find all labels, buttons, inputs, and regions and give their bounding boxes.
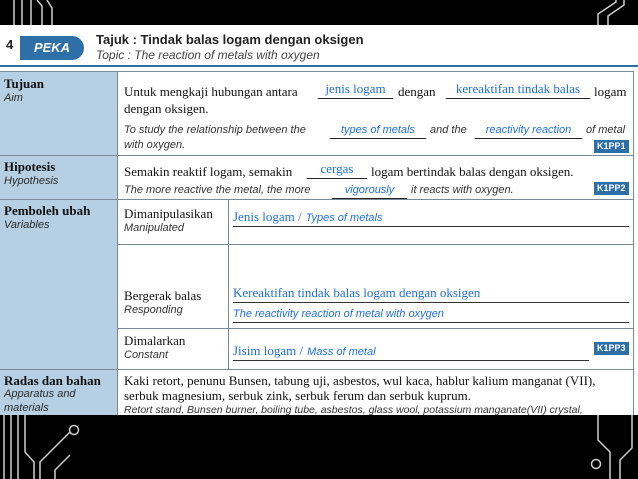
- hypothesis-blank: [307, 160, 367, 179]
- title-malay: Tajuk : Tindak balas logam dengan oksigen: [96, 32, 364, 47]
- responding-answer-line-1: [233, 284, 629, 303]
- aim-label-malay: Tujuan: [4, 76, 44, 91]
- aim-answer-2: kereaktifan tindak balas: [455, 81, 581, 96]
- aim-row: [0, 71, 634, 156]
- aim-en-part2: and the: [430, 124, 467, 136]
- circuit-line: [40, 432, 70, 479]
- responding-answer-line-2: [233, 304, 629, 323]
- apparatus-label-malay: Radas dan bahan: [4, 373, 101, 388]
- circuit-line: [55, 455, 70, 479]
- aim-en-blank-2: [475, 120, 582, 139]
- apparatus-label-english-2: materials: [4, 402, 49, 414]
- hypothesis-answer: cergas: [320, 161, 354, 176]
- circuit-line: [598, 415, 610, 479]
- apparatus-malay-line-1: Kaki retort, penunu Bunsen, tabung uji, asbestos, wul kaca, hablur kalium manganat (VII),: [124, 373, 596, 388]
- aim-text-part3: logam: [594, 84, 627, 99]
- peka-badge-label: PEKA: [33, 40, 71, 55]
- aim-text-line2: dengan oksigen.: [124, 101, 209, 116]
- circuit-node: [70, 426, 79, 435]
- responding-label-english: Responding: [124, 304, 183, 316]
- worksheet: [0, 25, 638, 415]
- responding-answer-english: The reactivity reaction of metal with oxygen: [233, 308, 444, 320]
- aim-text-part2: dengan: [398, 84, 436, 99]
- apparatus-label-english-1: Apparatus and: [4, 388, 76, 400]
- variables-row: [0, 199, 634, 370]
- hypothesis-label-malay: Hipotesis: [4, 159, 56, 174]
- aim-text-part1: Untuk mengkaji hubungan antara: [124, 84, 298, 99]
- constant-label-english: Constant: [124, 349, 169, 361]
- circuit-line: [37, 0, 42, 25]
- peka-badge: [20, 36, 84, 60]
- manipulated-answer-english: Types of metals: [305, 212, 383, 224]
- aim-en-blank-1: [330, 120, 426, 139]
- hypothesis-code-badge: K1PP2: [594, 182, 629, 195]
- manipulated-label-malay: Dimanipulasikan: [124, 206, 213, 221]
- apparatus-row: [0, 369, 634, 416]
- title-english: Topic : The reaction of metals with oxygen: [96, 48, 320, 62]
- aim-en-answer-2: reactivity reaction: [485, 124, 572, 136]
- manipulated-answer-malay: Jenis logam /: [233, 209, 302, 224]
- apparatus-malay-line-2: serbuk magnesium, serbuk zink, serbuk ferum dan serbuk kuprum.: [124, 388, 471, 403]
- variables-sub-divider-1: [117, 244, 634, 245]
- header-rule: [0, 65, 638, 67]
- aim-label-english: Aim: [4, 92, 23, 104]
- variables-code-badge: K1PP3: [594, 342, 629, 355]
- experiment-table: [0, 71, 634, 415]
- constant-answer-malay: Jisim logam /: [233, 343, 304, 358]
- apparatus-english-line-1: Retort stand, Bunsen burner, boiling tube, asbestos, glass wool, potassium manganate(VII) crystal,: [124, 404, 583, 416]
- responding-label-malay: Bergerak balas: [124, 288, 202, 303]
- variables-label-malay: Pemboleh ubah: [4, 203, 91, 218]
- circuit-line: [25, 415, 34, 479]
- circuit-line: [620, 415, 632, 479]
- aim-blank-1: [318, 80, 393, 99]
- hypothesis-text-part1: Semakin reaktif logam, semakin: [124, 164, 293, 179]
- constant-label-malay: Dimalarkan: [124, 333, 186, 348]
- aim-code-badge: K1PP1: [594, 140, 629, 153]
- variables-sub-divider-2: [117, 328, 634, 329]
- hypothesis-text-part2: logam bertindak balas dengan oksigen.: [371, 164, 574, 179]
- manipulated-answer-line: [233, 208, 629, 227]
- aim-en-answer-1: types of metals: [341, 124, 415, 136]
- hypothesis-row: [0, 155, 634, 200]
- aim-answer-1: jenis logam: [325, 81, 386, 96]
- circuit-line: [47, 0, 52, 25]
- circuit-line: [608, 0, 624, 25]
- variables-label-english: Variables: [4, 219, 50, 231]
- hypothesis-en-answer: vigorously: [344, 184, 395, 196]
- hypothesis-label-english: Hypothesis: [4, 175, 59, 187]
- circuit-node: [592, 460, 601, 469]
- variables-inner-divider: [228, 200, 229, 370]
- aim-en-part3: of metal: [586, 124, 626, 136]
- aim-en-line2: with oxygen.: [124, 139, 186, 151]
- circuit-line: [598, 0, 616, 25]
- hypothesis-en-part1: The more reactive the metal, the more: [124, 184, 311, 196]
- hypothesis-en-blank: [332, 180, 407, 199]
- manipulated-label-english: Manipulated: [124, 222, 184, 234]
- constant-answer-english: Mass of metal: [307, 346, 376, 358]
- section-number: 4: [6, 37, 14, 52]
- aim-en-part1: To study the relationship between the: [124, 124, 306, 136]
- hypothesis-en-part2: it reacts with oxygen.: [411, 184, 514, 196]
- worksheet-header: [0, 25, 638, 69]
- constant-answer-line: [233, 342, 589, 361]
- responding-answer-malay: Kereaktifan tindak balas logam dengan oksigen: [233, 285, 481, 300]
- aim-blank-2: [446, 80, 590, 99]
